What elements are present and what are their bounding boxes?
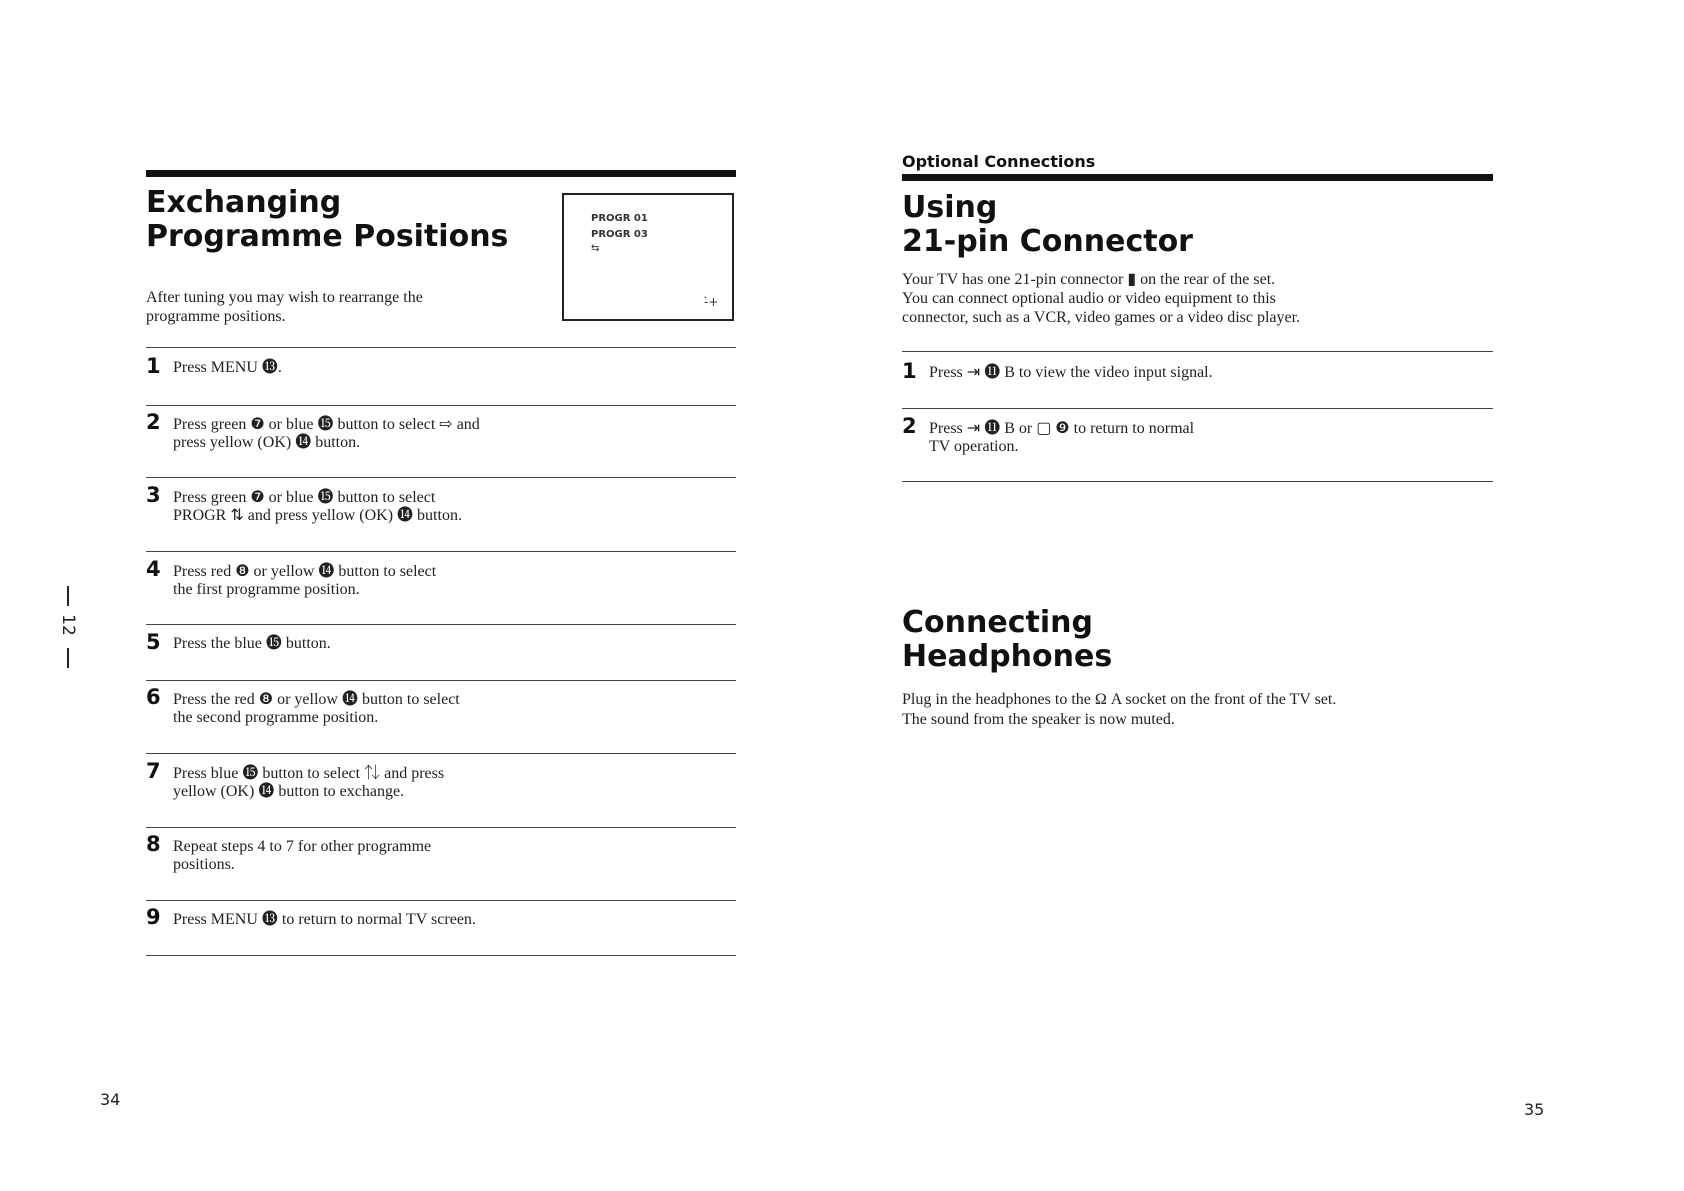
step-number: 2: [146, 410, 161, 434]
step-divider: [146, 900, 736, 901]
tv-screen-illustration: [562, 193, 734, 321]
marker-label: 12: [58, 614, 78, 636]
step-divider: [146, 405, 736, 406]
step-text: Press MENU ⓭.: [173, 359, 282, 376]
step-divider: [902, 481, 1493, 482]
step-text: PROGR ⇅ and press yellow (OK) ⓮ button.: [173, 507, 462, 524]
marker-tick-bottom: [67, 648, 69, 668]
section-label: Optional Connections: [902, 152, 1096, 171]
step-number: 1: [902, 359, 917, 383]
step-text: Press MENU ⓭ to return to normal TV screen.: [173, 911, 476, 928]
step-divider: [146, 477, 736, 478]
page-number-left: 34: [100, 1090, 121, 1109]
screen-progr-line2: PROGR 03: [591, 229, 648, 240]
page-title-line1: Exchanging: [146, 185, 342, 220]
step-divider: [902, 351, 1493, 352]
step-divider: [146, 955, 736, 956]
step-text: Repeat steps 4 to 7 for other programme: [173, 838, 432, 855]
step-divider: [146, 624, 736, 625]
step-number: 5: [146, 630, 161, 654]
page-title-line2: Programme Positions: [146, 219, 509, 254]
page-number-right: 35: [1524, 1100, 1545, 1119]
step-text: Press blue ⓯ button to select ⇅ and press: [173, 765, 445, 782]
intro-line2: You can connect optional audio or video equipment to this: [902, 290, 1276, 307]
step-text: Press green ❼ or blue ⓯ button to select ⇨ and: [173, 416, 480, 433]
section-title-using: Using: [902, 190, 998, 225]
headphones-line1: Plug in the headphones to the Ω A socket on the front of the TV set.: [902, 691, 1337, 708]
step-divider: [146, 347, 736, 348]
step-divider: [146, 827, 736, 828]
screen-progr-line1: PROGR 01: [591, 213, 648, 224]
step-text: TV operation.: [929, 438, 1019, 455]
intro-line2: programme positions.: [146, 308, 286, 325]
step-text: Press the red ❽ or yellow ⓮ button to select: [173, 691, 460, 708]
step-divider: [146, 753, 736, 754]
step-divider: [146, 680, 736, 681]
intro-line1: After tuning you may wish to rearrange the: [146, 289, 423, 306]
step-number: 6: [146, 685, 161, 709]
step-number: 8: [146, 832, 161, 856]
step-text: Press red ❽ or yellow ⓮ button to select: [173, 563, 437, 580]
title-rule: [146, 170, 736, 177]
intro-line3: connector, such as a VCR, video games or a video disc player.: [902, 309, 1301, 326]
section-title-connector: 21-pin Connector: [902, 224, 1193, 259]
step-number: 7: [146, 759, 161, 783]
step-text: Press ⇥ ⓫ B to view the video input signal.: [929, 364, 1213, 381]
step-divider: [902, 408, 1493, 409]
title-rule: [902, 174, 1493, 181]
step-text: press yellow (OK) ⓮ button.: [173, 434, 361, 451]
section-title-headphones: Headphones: [902, 639, 1113, 674]
section-title-connecting: Connecting: [902, 605, 1093, 640]
step-number: 1: [146, 354, 161, 378]
step-divider: [146, 551, 736, 552]
step-number: 4: [146, 557, 161, 581]
step-number: 2: [902, 414, 917, 438]
side-page-marker: [56, 586, 80, 668]
step-text: Press green ❼ or blue ⓯ button to select: [173, 489, 436, 506]
right-page: [842, 0, 1684, 1191]
step-text: positions.: [173, 856, 235, 873]
step-text: the second programme position.: [173, 709, 379, 726]
headphones-line2: The sound from the speaker is now muted.: [902, 711, 1175, 728]
step-text: Press the blue ⓯ button.: [173, 635, 331, 652]
marker-tick-top: [67, 586, 69, 606]
adjust-icon: -̇+: [704, 295, 719, 309]
step-text: Press ⇥ ⓫ B or ▢ ❾ to return to normal: [929, 420, 1195, 437]
step-number: 9: [146, 905, 161, 929]
step-text: the first programme position.: [173, 581, 360, 598]
intro-line1: Your TV has one 21-pin connector ▮ on the rear of the set.: [902, 271, 1276, 288]
step-text: yellow (OK) ⓮ button to exchange.: [173, 783, 405, 800]
exchange-icon: ⇆: [591, 243, 600, 254]
step-number: 3: [146, 483, 161, 507]
